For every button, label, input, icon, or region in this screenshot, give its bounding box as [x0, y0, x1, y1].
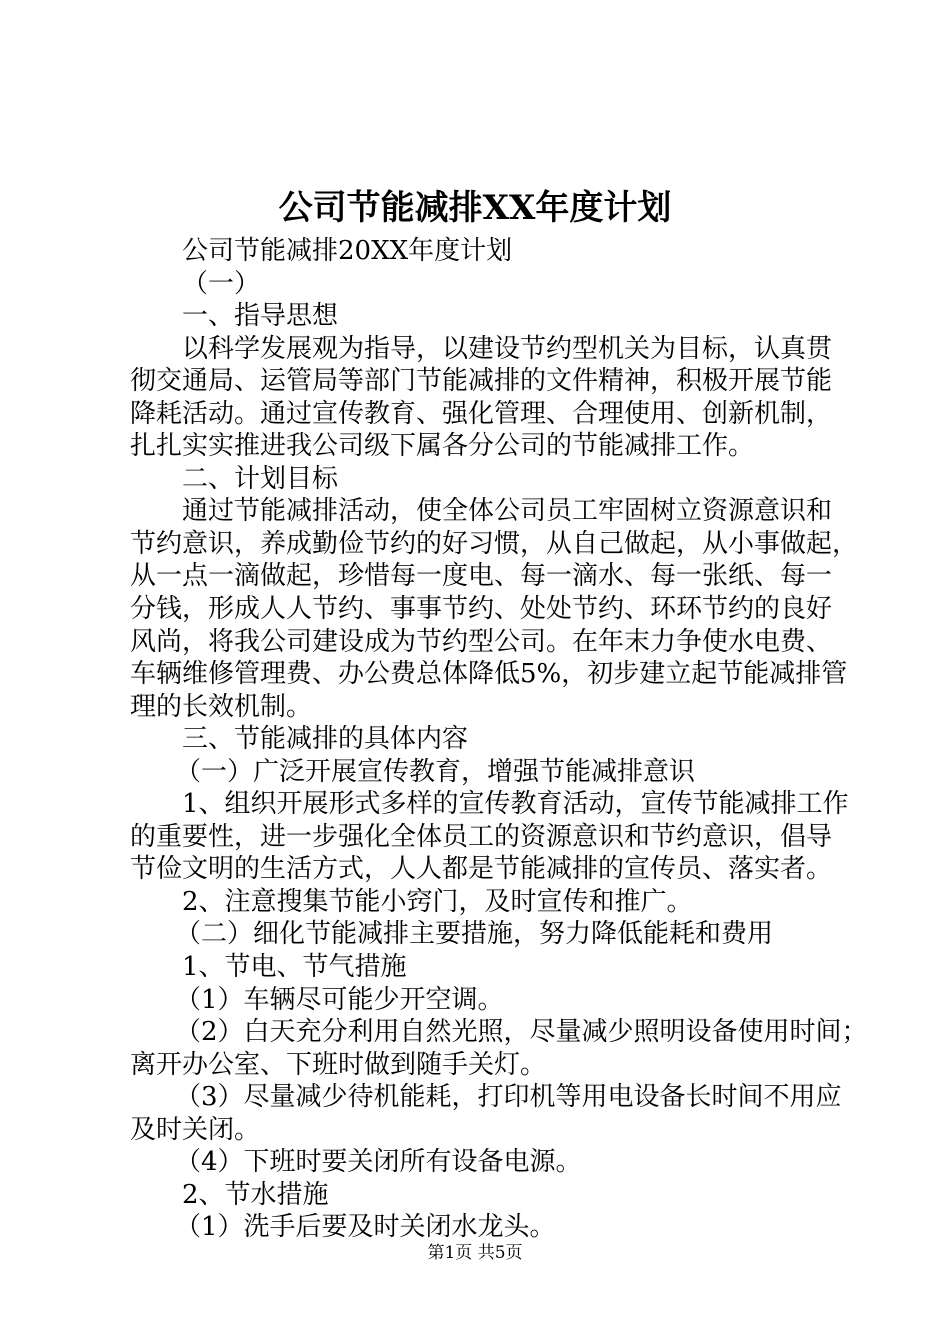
document-title: 公司节能减排XX年度计划 [278, 188, 672, 228]
paragraph-line: 2、注意搜集节能小窍门，及时宣传和推广。 [182, 886, 693, 917]
paragraph-line: 扎扎实实推进我公司级下属各分公司的节能减排工作。 [130, 431, 755, 462]
subheading-water-saving: 2、节水措施 [182, 1179, 329, 1210]
paragraph-line: 彻交通局、运管局等部门节能减排的文件精神，积极开展节能 [130, 366, 833, 397]
paragraph-line: 以科学发展观为指导，以建设节约型机关为目标，认真贯 [182, 333, 833, 364]
paragraph-line: 通过节能减排活动，使全体公司员工牢固树立资源意识和 [182, 496, 833, 527]
subheading-measures: （二）细化节能减排主要措施，努力降低能耗和费用 [175, 919, 774, 950]
paragraph-line: 节俭文明的生活方式，人人都是节能减排的宣传员、落实者。 [130, 854, 833, 885]
list-item: （2）白天充分利用自然光照，尽量减少照明设备使用时间； [175, 1017, 868, 1048]
section-marker: （一） [182, 268, 261, 299]
list-item: （1）洗手后要及时关闭水龙头。 [175, 1212, 556, 1243]
page-footer: 第1页 共5页 [427, 1243, 523, 1263]
heading-guiding-ideology: 一、指导思想 [182, 301, 339, 332]
paragraph-line: 车辆维修管理费、办公费总体降低5%，初步建立起节能减排管 [130, 659, 848, 690]
paragraph-line: 风尚，将我公司建设成为节约型公司。在年末力争使水电费、 [130, 626, 833, 657]
list-item: （3）尽量减少待机能耗，打印机等用电设备长时间不用应 [175, 1082, 842, 1113]
document-body [130, 235, 868, 1244]
heading-plan-goals: 二、计划目标 [182, 463, 339, 494]
paragraph-line: 节约意识，养成勤俭节约的好习惯，从自己做起，从小事做起， [130, 528, 859, 559]
paragraph-line: 从一点一滴做起，珍惜每一度电、每一滴水、每一张纸、每一 [130, 561, 833, 592]
list-item: （1）车辆尽可能少开空调。 [175, 984, 504, 1015]
paragraph-line: 的重要性，进一步强化全体员工的资源意识和节约意识，倡导 [130, 821, 833, 852]
list-item-continuation: 及时关闭。 [130, 1114, 261, 1145]
paragraph-line: 分钱，形成人人节约、事事节约、处处节约、环环节约的良好 [130, 594, 833, 625]
subtitle-line: 公司节能减排20XX年度计划 [182, 236, 513, 266]
subheading-power-saving: 1、节电、节气措施 [182, 952, 407, 983]
heading-specific-content: 三、节能减排的具体内容 [182, 724, 469, 755]
paragraph-line: 降耗活动。通过宣传教育、强化管理、合理使用、创新机制， [130, 398, 833, 429]
paragraph-line: 理的长效机制。 [130, 691, 313, 722]
list-item-continuation: 离开办公室、下班时做到随手关灯。 [130, 1049, 547, 1080]
paragraph-line: 1、组织开展形式多样的宣传教育活动，宣传节能减排工作 [182, 789, 849, 820]
subheading-publicity: （一）广泛开展宣传教育，增强节能减排意识 [175, 756, 696, 787]
list-item: （4）下班时要关闭所有设备电源。 [175, 1147, 582, 1178]
